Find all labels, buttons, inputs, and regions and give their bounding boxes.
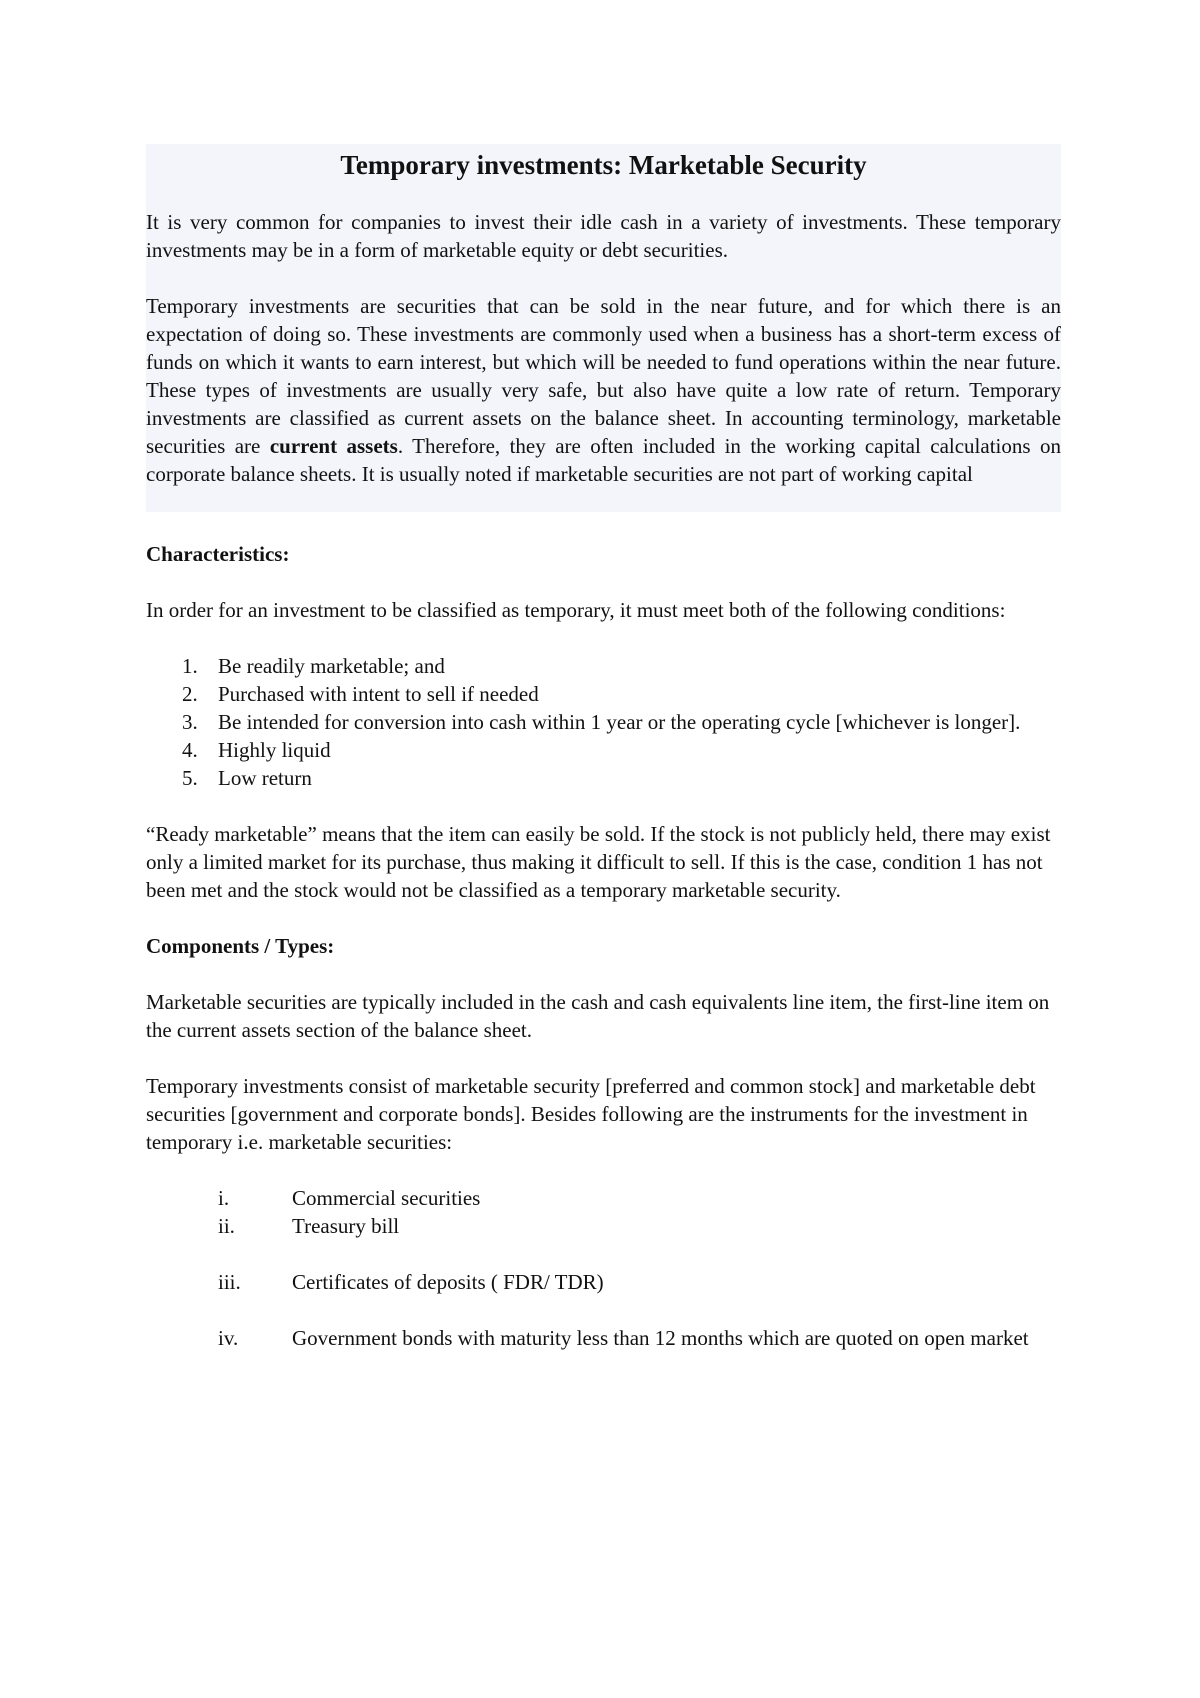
intro-paragraph-2-text: Temporary investments are securities that can be sold in the near future, and for which there is an expectation of doing so. These investments are commonly used when a business has a short-term excess of funds on which it wants to earn interest, but which will be needed to fund operations within the near future. These types of investments are usually very safe, but also have quite a low rate of return. Temporary investments are classified as current assets on the balance sheet. In accounting terminology, marketable securities are	[146, 294, 1061, 458]
list-item-text: Be intended for conversion into cash within 1 year or the operating cycle [whichever is longer].	[218, 710, 1021, 734]
list-marker: i.	[218, 1186, 230, 1210]
characteristics-list	[146, 652, 1061, 792]
components-heading: Components / Types:	[146, 934, 335, 958]
intro-paragraph-1: It is very common for companies to invest their idle cash in a variety of investments. These temporary investments may be in a form of marketable equity or debt securities.	[146, 210, 1061, 262]
document-content	[146, 144, 1061, 1352]
list-marker: 4.	[182, 738, 198, 762]
components-paragraph-2: Temporary investments consist of marketable security [preferred and common stock] and marketable debt securities [government and corporate bonds]. Besides following are the instruments for the investment in temporary i.e. marketable securities:	[146, 1074, 1036, 1154]
list-marker: 2.	[182, 682, 198, 706]
list-item	[146, 736, 1061, 764]
list-item	[146, 764, 1061, 792]
list-item-text: Treasury bill	[292, 1214, 400, 1238]
ready-marketable-note: “Ready marketable” means that the item can easily be sold. If the stock is not publicly held, there may exist only a limited market for its purchase, thus making it difficult to sell. If this is the case, condition 1 has not been met and the stock would not be classified as a temporary marketable security.	[146, 822, 1051, 902]
list-item-text: Be readily marketable; and	[218, 654, 445, 678]
list-item	[146, 680, 1061, 708]
list-item	[146, 1268, 1061, 1296]
list-item-text: Commercial securities	[292, 1186, 481, 1210]
list-item-text: Highly liquid	[218, 738, 331, 762]
intro-section	[146, 144, 1061, 512]
characteristics-heading: Characteristics:	[146, 542, 290, 566]
list-marker: 5.	[182, 766, 198, 790]
page-title: Temporary investments: Marketable Security	[340, 150, 867, 180]
list-item	[146, 1324, 1061, 1352]
list-item	[146, 708, 1061, 736]
list-marker: 1.	[182, 654, 198, 678]
instruments-list	[146, 1184, 1061, 1352]
list-item-text: Low return	[218, 766, 312, 790]
intro-paragraph-2	[146, 292, 1061, 488]
characteristics-lead: In order for an investment to be classified as temporary, it must meet both of the following conditions:	[146, 598, 1006, 622]
list-item-text: Certificates of deposits ( FDR/ TDR)	[292, 1270, 604, 1294]
list-item	[146, 652, 1061, 680]
components-paragraph-1: Marketable securities are typically included in the cash and cash equivalents line item, the first-line item on the current assets section of the balance sheet.	[146, 990, 1050, 1042]
list-marker: ii.	[218, 1214, 235, 1238]
list-item-text: Government bonds with maturity less than 12 months which are quoted on open market	[292, 1326, 1029, 1350]
intro-bold-term: current assets	[269, 434, 398, 458]
intro-paragraph-2-tail: . Therefore, they are often included in the working capital calculations on corporate balance sheets. It is usually noted if marketable securities are not part of working capital	[146, 434, 1061, 486]
list-item-text: Purchased with intent to sell if needed	[218, 682, 539, 706]
list-marker: iii.	[218, 1270, 241, 1294]
list-marker: iv.	[218, 1326, 239, 1350]
list-item	[146, 1212, 1061, 1240]
list-item	[146, 1184, 1061, 1212]
list-marker: 3.	[182, 710, 198, 734]
